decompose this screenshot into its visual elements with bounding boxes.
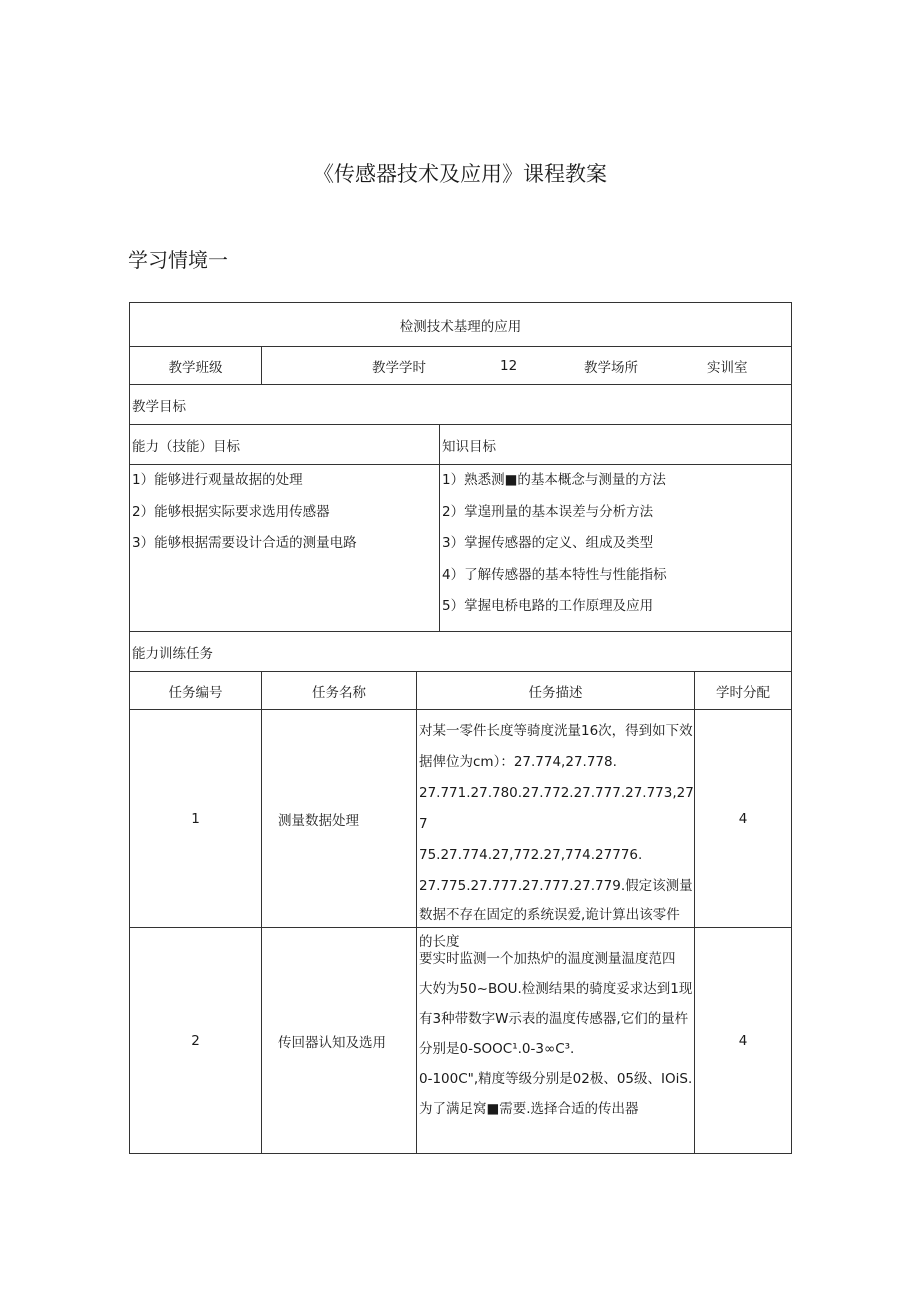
ability-list — [130, 465, 440, 632]
place-value: 实训室 — [707, 359, 748, 376]
section-heading: 学习情境一 — [128, 248, 228, 272]
description-line: 有3种带数字W示表的温度传感器,它们的量杵 — [419, 1011, 689, 1027]
topic-cell — [130, 303, 792, 347]
document-title: 《传感器技术及应用》课程教案 — [313, 162, 607, 186]
list-item: 1）熟悉测■的基本概念与测量的方法 — [442, 472, 666, 488]
place-label: 教学场所 — [584, 359, 638, 376]
task-hours: 4 — [695, 928, 792, 1154]
description-line: 0-100C",精度等级分别是02极、05级、IOiS. — [419, 1071, 693, 1087]
description-line: 大妁为50~BOU.检测结果的骑度妥求达到1现 — [419, 981, 693, 997]
class-label: 教学班级 — [130, 347, 262, 385]
description-line: 要实时监测一个加热炉的温度测量温度范四 — [419, 951, 676, 967]
task-header-row — [130, 672, 792, 710]
knowledge-list — [440, 465, 792, 632]
list-item: 3）能够根据需要设计合适的测量电路 — [132, 535, 357, 551]
task-number: 2 — [130, 928, 262, 1154]
lesson-plan-table — [129, 302, 792, 1154]
list-item: 1）能够进行观量故据的处理 — [132, 472, 303, 488]
description-line: 为了满足窝■需要.选择合适的传出器 — [419, 1101, 639, 1117]
hours-label: 教学学时 — [372, 359, 426, 376]
objectives-heading: 教学目标 — [130, 385, 792, 425]
hours-value: 12 — [500, 357, 518, 374]
list-item: 3）掌握传感器的定义、组成及类型 — [442, 535, 654, 551]
column-header: 任务编号 — [130, 672, 262, 710]
meta-values — [262, 347, 792, 385]
list-item: 5）掌握电桥电路的工作原理及应用 — [442, 598, 654, 614]
list-item: 2）能够根据实际要求选用传感器 — [132, 503, 330, 520]
description-line: 对某一零件长度等骑度洸量16次，得到如下效 — [419, 723, 693, 739]
column-header: 任务名称 — [262, 672, 417, 710]
task-description — [417, 710, 695, 950]
tasks-heading: 能力训练任务 — [130, 632, 792, 672]
task-name: 传回器认知及选用 — [262, 928, 417, 1154]
meta-row — [130, 347, 792, 385]
column-header: 任务描述 — [417, 672, 695, 710]
task-name: 测量数据处理 — [262, 710, 417, 928]
list-item: 2）掌遑刑量的基本误差与分析方法 — [442, 503, 654, 520]
table-row — [130, 710, 792, 928]
table-row — [130, 928, 792, 1154]
description-line: 的长度 — [419, 934, 460, 950]
topic-text: 检测技术基理的应用 — [399, 318, 522, 335]
task-description — [417, 928, 695, 1154]
description-line: 27.775.27.777.27.777.27.779.假定该测量 — [419, 878, 693, 894]
task-number: 1 — [130, 710, 262, 928]
ability-heading: 能力（技能）目标 — [130, 425, 440, 465]
column-header: 学时分配 — [695, 672, 792, 710]
description-line: 数据不存在固定的系统误爱,诡计算出该零件 — [419, 907, 680, 923]
description-line: 分别是0-SOOC¹.0-3∞C³. — [419, 1041, 575, 1057]
knowledge-heading: 知识目标 — [440, 425, 792, 465]
description-line: 据俾位为cm）：27.774,27.778. — [419, 754, 617, 770]
description-line: 27.771.27.780.27.772.27.777.27.773,277 — [419, 785, 694, 832]
list-item: 4）了解传感器的基本特性与性能指标 — [442, 566, 667, 583]
task-hours: 4 — [695, 710, 792, 928]
description-line: 75.27.774.27,772.27,774.27776. — [419, 847, 643, 863]
